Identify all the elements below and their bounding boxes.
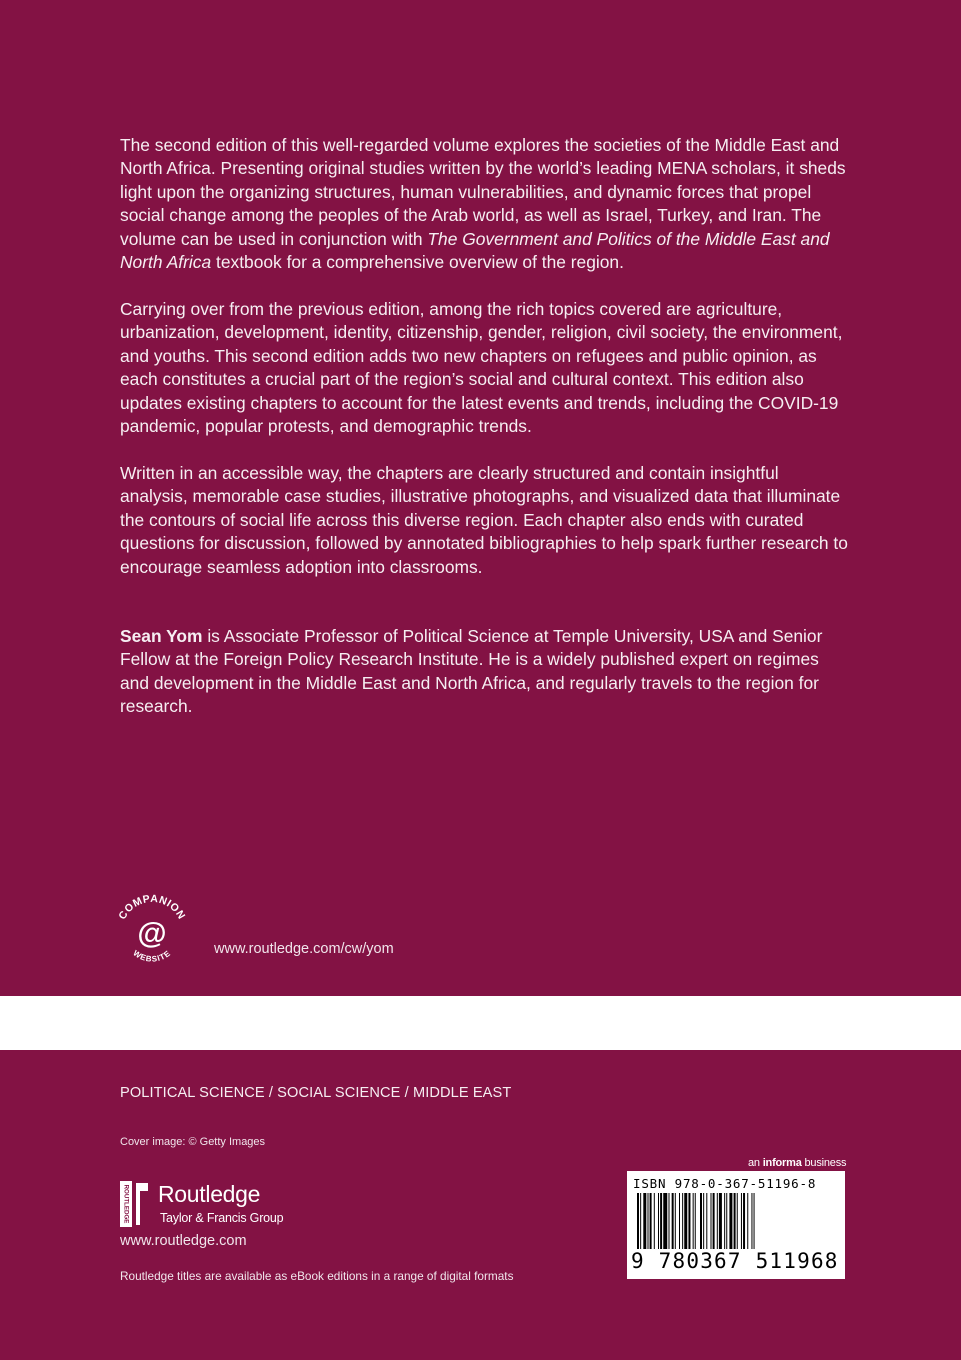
barcode-bar bbox=[679, 1193, 680, 1249]
book-description bbox=[120, 134, 848, 602]
author-bio bbox=[120, 625, 850, 719]
barcode-bar bbox=[684, 1193, 687, 1249]
barcode-bar bbox=[650, 1193, 652, 1249]
publisher-website-link[interactable]: www.routledge.com bbox=[120, 1233, 247, 1249]
barcode-bar bbox=[741, 1193, 742, 1249]
barcode-bar bbox=[751, 1193, 752, 1249]
barcode-bar bbox=[688, 1193, 690, 1249]
website-label: WEBSITE bbox=[131, 948, 173, 964]
author-bio-text: is Associate Professor of Political Science at Temple University, USA and Senior Fellow at the Foreign Policy Research Institute. He is a widely published expert on regimes and development in the Middle East and North Africa, and regularly travels to the region for research. bbox=[120, 626, 823, 717]
companion-website-icon bbox=[112, 888, 192, 968]
barcode-bar bbox=[654, 1193, 655, 1249]
routledge-mark-icon bbox=[118, 1179, 152, 1229]
barcode-bar bbox=[700, 1193, 702, 1249]
description-paragraph-1 bbox=[120, 134, 848, 274]
barcode-bar bbox=[743, 1193, 745, 1249]
barcode-bar bbox=[663, 1193, 667, 1249]
barcode-bar bbox=[643, 1193, 646, 1249]
description-text: textbook for a comprehensive overview of the region. bbox=[211, 252, 624, 273]
description-paragraph-2: Carrying over from the previous edition, among the rich topics covered are agriculture, urbanization, development, identity, citizenship, gender, religion, civil society, the environment, and youths. This second edition adds two new chapters on refugees and public opinion, as each constitutes a crucial part of the region’s social and cultural context. This edition also updates existing chapters to account for the latest events and trends, including the COVID-19 pandemic, popular protests, and demographic trends. bbox=[120, 298, 843, 436]
description-text: The second edition of this well-regarded volume explores the societies of the Middle East and North Africa. Presenting original studies written by the world’s leading MENA scholars, it sheds light upon the organizing structures, human vulnerabilities, and dynamic forces that propel social change among the peoples of the Arab world, as well as Israel, Turkey, and Iran. The volume can be used in conjunction with bbox=[120, 135, 846, 249]
publisher-group: Taylor & Francis Group bbox=[160, 1211, 284, 1225]
description-paragraph-3: Written in an accessible way, the chapters are clearly structured and contain insightful analysis, memorable case studies, illustrative photographs, and visualized data that illuminate the contours of social life across this diverse region. Each chapter also ends with curated questions for discussion, followed by annotated bibliographies to help spark further research to encourage seamless adoption into classrooms. bbox=[120, 462, 848, 577]
barcode-bar bbox=[734, 1193, 736, 1249]
barcode-bar bbox=[703, 1193, 704, 1249]
barcode-bar bbox=[754, 1193, 755, 1249]
companion-textbook-title: The Government and Politics of the Middle East and North Africa bbox=[120, 228, 830, 273]
barcode-bar bbox=[706, 1193, 707, 1249]
barcode-bar bbox=[724, 1193, 725, 1249]
ean-number: 9 780367 511968 bbox=[631, 1249, 839, 1273]
barcode-bar bbox=[719, 1193, 722, 1249]
author-name: Sean Yom bbox=[120, 626, 203, 646]
barcode-bar bbox=[737, 1193, 738, 1249]
divider-band bbox=[0, 996, 961, 1050]
barcode-bar bbox=[682, 1193, 683, 1249]
isbn-label: ISBN 978-0-367-51196-8 bbox=[633, 1176, 817, 1191]
barcode-bar bbox=[711, 1193, 712, 1249]
at-symbol-icon: @ bbox=[137, 917, 167, 950]
barcode-bar bbox=[658, 1193, 659, 1249]
barcode-bar bbox=[648, 1193, 649, 1249]
subject-categories: POLITICAL SCIENCE / SOCIAL SCIENCE / MIDDLE EAST bbox=[120, 1085, 512, 1101]
cover-image-credit: Cover image: © Getty Images bbox=[120, 1136, 266, 1148]
barcode-bar bbox=[637, 1193, 639, 1249]
publisher-name: Routledge bbox=[158, 1181, 261, 1207]
barcode-bar bbox=[747, 1193, 748, 1249]
companion-label: COMPANION bbox=[116, 892, 188, 922]
companion-website-link[interactable]: www.routledge.com/cw/yom bbox=[214, 941, 394, 957]
barcode-bar bbox=[695, 1193, 696, 1249]
ebook-availability-note: Routledge titles are available as eBook editions in a range of digital formats bbox=[120, 1269, 514, 1283]
informa-business-tag: an informa business bbox=[748, 1157, 847, 1169]
barcode-bar bbox=[693, 1193, 694, 1249]
barcode-bar bbox=[726, 1193, 727, 1249]
barcode-bar bbox=[672, 1193, 674, 1249]
barcode-bar bbox=[640, 1193, 641, 1249]
barcode-bars-icon bbox=[633, 1193, 839, 1253]
barcode-bar bbox=[717, 1193, 718, 1249]
barcode-bar bbox=[729, 1193, 732, 1249]
barcode-bar bbox=[713, 1193, 715, 1249]
svg-text:ROUTLEDGE: ROUTLEDGE bbox=[122, 1184, 130, 1224]
barcode-bar bbox=[669, 1193, 670, 1249]
barcode-bar bbox=[675, 1193, 676, 1249]
barcode-bar bbox=[660, 1193, 662, 1249]
routledge-logo bbox=[118, 1179, 308, 1231]
isbn-barcode bbox=[627, 1171, 845, 1279]
